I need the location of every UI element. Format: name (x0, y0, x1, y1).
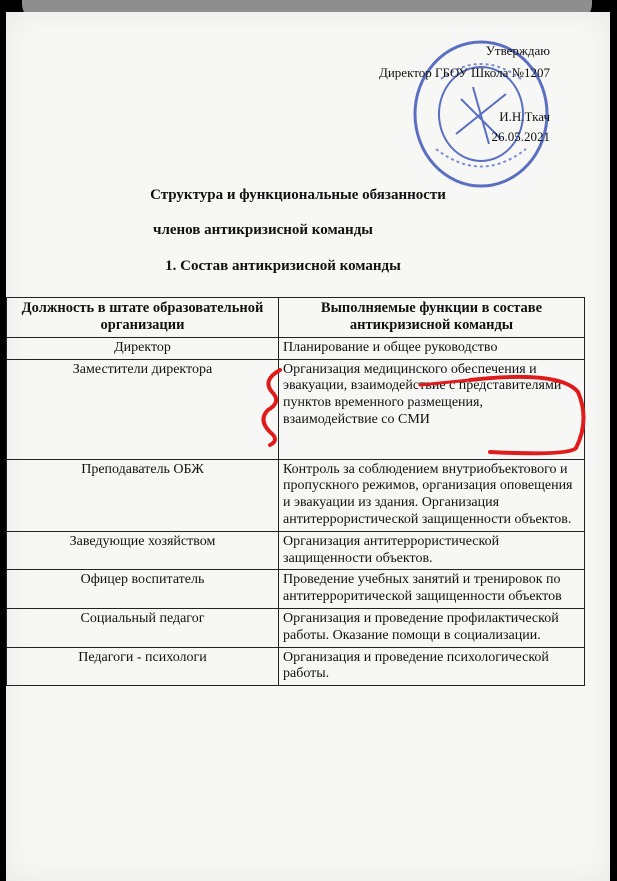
row-functions: Организация и проведение психологической работы. (279, 647, 585, 686)
table-row (7, 608, 585, 647)
row-functions: Планирование и общее руководство (279, 337, 585, 359)
row-functions: Контроль за соблюдением внутриобъектового и пропускного режимов, организация оповещения и эвакуации из здания. Организация антитеррористической защищенности объектов. (279, 459, 585, 531)
row-position: Социальный педагог (7, 608, 279, 647)
row-functions: Организация медицинского обеспечения и эвакуации, взаимодействие с представителями пунктов временного размещения, взаимодействие со СМИ (279, 359, 585, 459)
approval-line2: Директор ГБОУ Школа №1207 (378, 65, 550, 80)
table-row (7, 570, 585, 609)
document-subtitle: членов антикризисной команды (152, 222, 373, 238)
approval-date: 26.05.2021 (491, 129, 550, 144)
row-functions: Проведение учебных занятий и тренировок по антитерроритической защищенности объектов (279, 570, 585, 609)
header-position: Должность в штате образовательной организации (7, 298, 279, 338)
row-position: Педагоги - психологи (7, 647, 279, 686)
row-functions: Организация и проведение профилактической работы. Оказание помощи в социализации. (279, 608, 585, 647)
approval-line1: Утверждаю (485, 43, 550, 58)
table-row (7, 359, 585, 459)
table-header-row (7, 298, 585, 338)
row-position: Заместители директора (7, 359, 279, 459)
table-row (7, 337, 585, 359)
row-functions: Организация антитеррористической защищенности объектов. (279, 531, 585, 570)
staff-table (6, 297, 585, 686)
document-title: Структура и функциональные обязанности (150, 187, 446, 203)
section-heading: 1. Состав антикризисной команды (165, 258, 401, 274)
row-position: Заведующие хозяйством (7, 531, 279, 570)
table-row (7, 531, 585, 570)
row-position: Преподаватель ОБЖ (7, 459, 279, 531)
document-page (6, 12, 610, 881)
table-row (7, 647, 585, 686)
header-functions: Выполняемые функции в составе антикризисной команды (279, 298, 585, 338)
row-position: Офицер воспитатель (7, 570, 279, 609)
table-row (7, 459, 585, 531)
row-position: Директор (7, 337, 279, 359)
approval-signature: И.Н.Ткач (499, 109, 550, 124)
